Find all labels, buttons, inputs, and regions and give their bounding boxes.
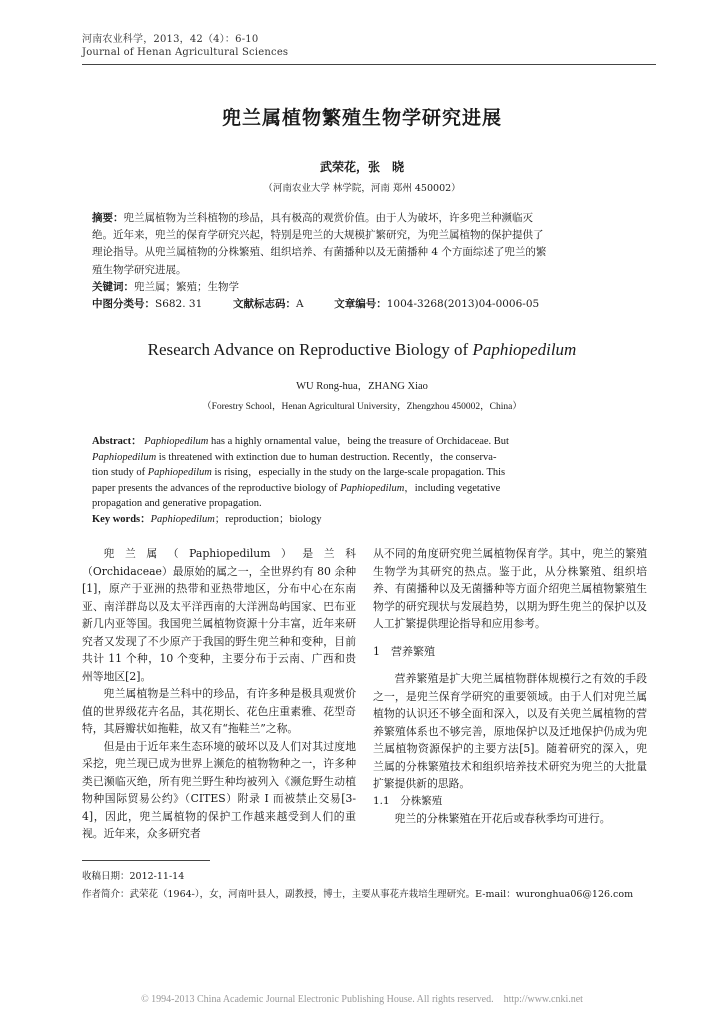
classification-line: 中图分类号：S682. 31 文献标志码：A 文章编号：1004-3268(2013)04-0006-05: [92, 298, 540, 311]
journal-header-en: Journal of Henan Agricultural Sciences: [82, 47, 289, 58]
abstract-cn-line: 兜兰属植物为兰科植物的珍品，具有极高的观赏价值。由于人为破坏，许多兜兰种濒临灭: [123, 212, 533, 224]
affiliation-en: （Forestry School，Henan Agricultural University，Zhengzhou 450002，China）: [202, 402, 522, 412]
abstract-cn-line: 绝。近年来，兜兰的保育学研究兴起，特别是兜兰的大规模扩繁研究，为兜兰属植物的保护提供了: [92, 229, 544, 242]
section-heading: 1 营养繁殖: [373, 644, 435, 658]
abstract-en: Abstract： Paphiopedilum has a highly ornamental value，being the treasure of Orchidaceae. But Paphiopedilum is threatened with extinction due to human destruction. Recently，the conserva- tion study of Paphiopedilum is rising，especially in the study on the large-scale propagation. This paper presents the advances of the reproductive biology of Paphiopedilum，including vegetative propagation and generative propagation. Key words：Paphiopedilum；reproduction；biology: [92, 434, 632, 528]
paragraph: 兜兰属植物是兰科中的珍品，有许多种是极具观赏价值的世界级花卉名品，其花期长、花色庄重素雅、花型奇特，其唇瓣状如拖鞋，故又有“拖鞋兰”之称。: [82, 687, 356, 735]
keywords-en: Key words：Paphiopedilum；reproduction；biology: [92, 513, 322, 525]
abstract-cn-line: 殖生物学研究进展。: [92, 263, 187, 276]
abstract-cn: [92, 210, 632, 313]
footnote-rule: [82, 860, 210, 861]
abstract-cn-line: 理论指导。从兜兰属植物的分株繁殖、组织培养、有菌播种以及无菌播种 4 个方面综述了兜兰的繁: [92, 246, 547, 259]
authors-en: WU Rong-hua，ZHANG Xiao: [296, 381, 428, 392]
subsection-heading: 1.1 分株繁殖: [373, 794, 443, 807]
paragraph: 兜兰的分株繁殖在开花后或春秋季均可进行。: [394, 812, 611, 825]
paragraph: 营养繁殖是扩大兜兰属植物群体规模行之有效的手段之一，是兜兰保育学研究的重要领域。由于人们对兜兰属植物的认识还不够全面和深入，以及有关兜兰属植物的营养繁殖体系也不够完善，原地保护以及迁地保护仍成为兜兰属植物资源保护的主要方法[5]。随着研究的深入，兜兰属的分株繁殖技术和组织培养技术研究为兜兰的大批量扩繁提供新的思路。: [373, 672, 647, 790]
body-left-column: [82, 545, 356, 843]
journal-header-cn: 河南农业科学，2013，42（4）：6-10: [82, 34, 259, 45]
abstract-cn-label: 摘要：: [92, 212, 124, 224]
authors-cn: 武荣花，张 晓: [319, 160, 404, 174]
paragraph: 从不同的角度研究兜兰属植物保育学。其中，兜兰的繁殖生物学为其研究的热点。鉴于此，从分株繁殖、组织培养、有菌播种以及无菌播种等方面介绍兜兰属植物繁殖生物学的研究现状与发展趋势，以期为野生兜兰的保护以及人工扩繁提供理论指导和应用参考。: [373, 547, 647, 630]
footnote-author: 作者简介：武荣花（1964-），女，河南叶县人，副教授，博士，主要从事花卉栽培生理研究。E-mail：wuronghua06@126.com: [82, 889, 634, 900]
paragraph: 但是由于近年来生态环境的破坏以及人们对其过度地采挖，兜兰现已成为世界上濒危的植物物种之一，许多种类已濒临灭绝，所有兜兰野生种均被列入《濒危野生动植物种国际贸易公约》（CITES）附录 I 而被禁止交易[3-4]，因此，兜兰属植物的保护工作越来越受到人们的重视。近年来，众多研究者: [82, 739, 356, 840]
paper-title-en: Research Advance on Reproductive Biology of Paphiopedilum: [147, 340, 577, 359]
keywords-cn: 关键词：兜兰属；繁殖；生物学: [92, 280, 239, 293]
copyright-line: © 1994-2013 China Academic Journal Electronic Publishing House. All rights reserved. http://www.cnki.net: [141, 994, 583, 1005]
footnote-received: 收稿日期：2012-11-14: [82, 871, 185, 882]
paper-title-cn: 兜兰属植物繁殖生物学研究进展: [221, 107, 502, 129]
body-right-column: [373, 545, 647, 828]
affiliation-cn: （河南农业大学 林学院，河南 郑州 450002）: [263, 183, 461, 194]
paragraph: 兜兰属（Paphiopedilum）是兰科（Orchidaceae）最原始的属之一，全世界约有 80 余种[1]，原产于亚洲的热带和亚热带地区，分布中心在东南亚、南洋群岛以及太平洋西南的大洋洲岛屿国家、巴布亚新几内亚等国。我国兜兰属植物资源十分丰富，近年来研究者又发现了不少原产于我国的野生兜兰种和变种，目前共计 11 个种，10 个变种，主要分布于云南、广西和贵州等地区[2]。: [82, 547, 356, 683]
header-rule: [82, 64, 656, 65]
